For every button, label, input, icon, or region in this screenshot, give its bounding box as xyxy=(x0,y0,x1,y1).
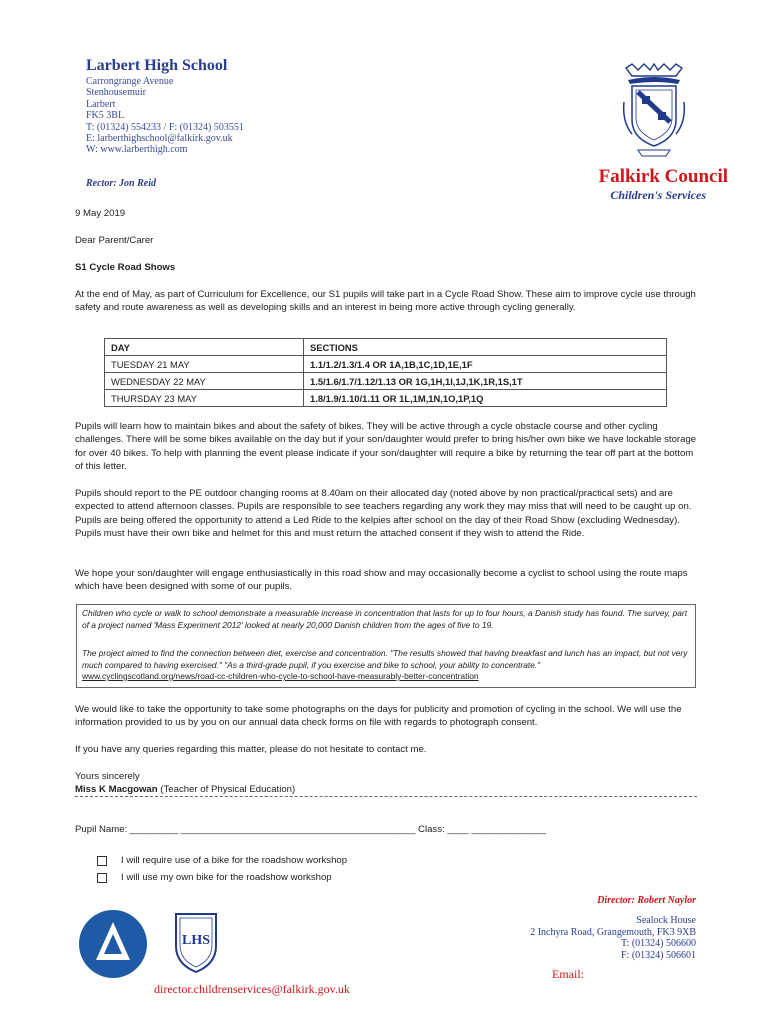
table-row xyxy=(105,373,667,390)
address-line: FK5 3BL xyxy=(86,110,125,122)
paragraph-intro: At the end of May, as part of Curriculum for Excellence, our S1 pupils will take part in a Cycle Road Show. These aim to improve cycle use through safety and route awareness as well as developing skills and an interest in being more active through cycling generally. xyxy=(75,289,696,314)
falkirk-crest-icon xyxy=(620,62,688,162)
address-line: 2 Inchyra Road, Grangemouth, FK3 9XB xyxy=(530,926,696,938)
lhs-crest-logo-icon xyxy=(172,910,220,976)
table-cell-day: WEDNESDAY 22 MAY xyxy=(105,373,304,390)
email-label: Email: xyxy=(552,967,584,981)
phone-line: T: (01324) 506600 xyxy=(620,938,696,950)
director-email[interactable]: director.childrenservices@falkirk.gov.uk xyxy=(154,982,350,996)
council-name: Falkirk Council xyxy=(598,166,728,187)
table-header-sections: SECTIONS xyxy=(304,339,667,356)
school-name: Larbert High School xyxy=(86,57,228,74)
school-address xyxy=(86,76,244,156)
require-bike-label: I will require use of a bike for the roadshow workshop xyxy=(121,855,348,866)
table-header-row xyxy=(105,339,667,356)
letter-subject: S1 Cycle Road Shows xyxy=(75,262,176,273)
address-line: Stenhousemuir xyxy=(86,87,146,99)
table-cell-sections: 1.8/1.9/1.10/1.11 OR 1L,1M,1N,1O,1P,1Q xyxy=(304,390,667,407)
paragraph-activities: Pupils will learn how to maintain bikes and about the safety of bikes. They will be active through a cycle obstacle course and other cycling challenges. There will be some bikes available on the day but if your son/daughter would prefer to bring his/her own bike we have lockable storage for over 40 bikes. To help with planning the event please indicate if your son/daughter will require a bike by returning the tear off part at the bottom of this letter. xyxy=(75,421,697,473)
table-cell-sections: 1.1/1.2/1.3/1.4 OR 1A,1B,1C,1D,1E,1F xyxy=(304,356,667,373)
table-header-day: DAY xyxy=(105,339,304,356)
email-line: E: larberthighschool@falkirk.gov.uk xyxy=(86,133,233,145)
paragraph-queries: If you have any queries regarding this matter, please do not hesitate to contact me. xyxy=(75,744,427,755)
table-cell-day: THURSDAY 23 MAY xyxy=(105,390,304,407)
address-line: Sealock House xyxy=(636,915,696,926)
address-line: Larbert xyxy=(86,98,116,110)
own-bike-checkbox[interactable] xyxy=(97,873,107,883)
web-line: W: www.larberthigh.com xyxy=(86,144,188,156)
signer-name: Miss K Macgowan xyxy=(75,784,158,795)
salutation: Dear Parent/Carer xyxy=(75,235,154,246)
table-cell-day: TUESDAY 21 MAY xyxy=(105,356,304,373)
table-cell-sections: 1.5/1.6/1.7/1.12/1.13 OR 1G,1H,1I,1J,1K,1R,1S,1T xyxy=(304,373,667,390)
require-bike-checkbox[interactable] xyxy=(97,856,107,866)
fax-line: F: (01324) 506601 xyxy=(621,949,696,961)
council-department: Children's Services xyxy=(610,188,706,202)
paragraph-photographs: We would like to take the opportunity to take some photographs on the days for publicity and promotion of cycling in the school. We will use the information provided to us by you on our annual data check forms on file with regards to photograph consent. xyxy=(75,704,682,729)
table-row xyxy=(105,390,667,407)
study-quote-1: Children who cycle or walk to school demonstrate a measurable increase in concentration that lasts for up to four hours, a Danish study has found. The survey, part of a project named 'Mass Experiment 2012' looked at nearly 20,000 Danish children from the ages of five to 19. xyxy=(82,608,688,630)
paragraph-route-maps: We hope your son/daughter will engage enthusiastically in this road show and may occasionally become a cyclist to school using the route maps which have been designed with some of our pupils. xyxy=(75,568,688,593)
paragraph-arrangements: Pupils should report to the PE outdoor changing rooms at 8.40am on their allocated day (noted above by non practical/practical sets) and are expected to attend afternoon classes. Pupils are responsible to see teachers regarding any work they may miss that will need to be caught up on. Pupils are being offered the opportunity to attend a Led Ride to the kelpies after school on the day of their Road Show (excluding Wednesday). Pupils must have their own bike and helmet for this and must return the attached consent if they wish to attend the Ride. xyxy=(75,488,692,540)
signer-role: (Teacher of Physical Education) xyxy=(157,784,296,795)
pupil-name-field[interactable]: Pupil Name: _________ ____________________________________________ Class: ____ ______________ xyxy=(75,824,547,835)
director-name: Director: Robert Naylor xyxy=(597,895,696,906)
address-line: Carrongrange Avenue xyxy=(86,76,174,87)
schedule-table xyxy=(104,338,667,407)
own-bike-label: I will use my own bike for the roadshow workshop xyxy=(121,872,332,883)
letter-date: 9 May 2019 xyxy=(75,208,126,219)
study-source-link[interactable]: www.cyclingscotland.org/news/road-cc-children-who-cycle-to-school-have-measurably-better-concentration xyxy=(82,671,479,681)
tear-off-line xyxy=(75,796,697,797)
study-quote-2: The project aimed to find the connection between diet, exercise and concentration. "The results showed that having breakfast and lunch has an impact, but not very much compared to having exercised." "As a third-grade pupil, if you exercise and bike to school, your ability to concentrate." xyxy=(82,648,688,670)
signature xyxy=(75,783,697,796)
rector-name: Rector: Jon Reid xyxy=(86,178,156,189)
council-address xyxy=(530,915,696,961)
phone-line: T: (01324) 554233 / F: (01324) 503551 xyxy=(86,121,244,133)
lhs-logo-text: LHS xyxy=(181,933,211,948)
learning-to-achieve-logo-icon xyxy=(78,908,148,980)
closing: Yours sincerely xyxy=(75,771,140,782)
table-row xyxy=(105,356,667,373)
